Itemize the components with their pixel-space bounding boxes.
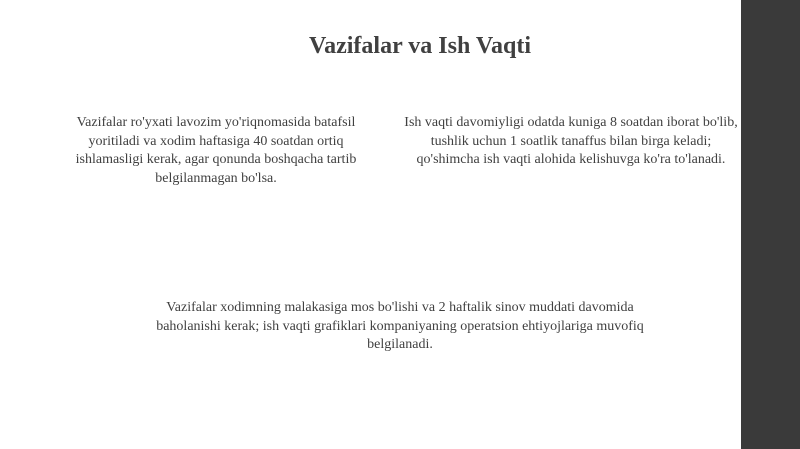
paragraph-left: Vazifalar ro'yxati lavozim yo'riqnomasida batafsil yoritiladi va xodim haftasiga 40 soatdan ortiq ishlamasligi kerak, agar qonunda boshqacha tartib belgilanmagan bo'lsa. — [75, 115, 357, 186]
paragraph-right: Ish vaqti davomiyligi odatda kuniga 8 soatdan iborat bo'lib, tushlik uchun 1 soatlik tanaffus bilan birga keladi; qo'shimcha ish vaqti alohida kelishuvga ko'ra to'lanadi. — [404, 115, 738, 167]
side-bar — [741, 0, 800, 449]
paragraph-bottom: Vazifalar xodimning malakasiga mos bo'lishi va 2 haftalik sinov muddati davomida baholanishi kerak; ish vaqti grafiklari kompaniyaning operatsion ehtiyojlariga muvofiq belgilanadi. — [156, 300, 644, 352]
slide-title: Vazifalar va Ish Vaqti — [308, 33, 532, 59]
